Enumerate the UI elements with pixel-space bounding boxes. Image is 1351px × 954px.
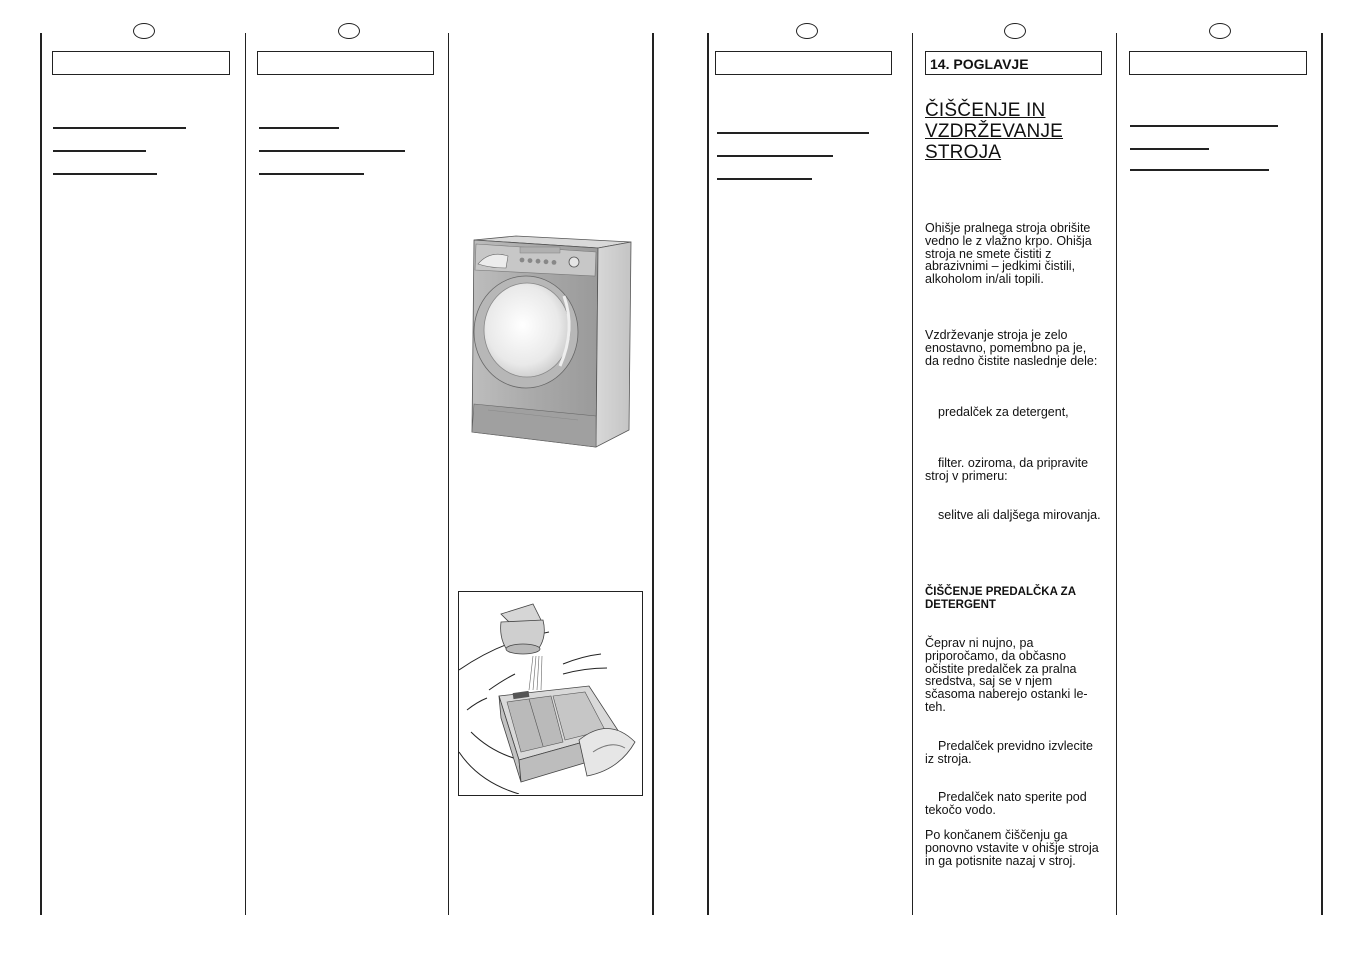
column-divider	[448, 33, 449, 915]
chapter-header-box	[715, 51, 892, 75]
column-divider	[1321, 33, 1323, 915]
paragraph-item-drawer	[925, 406, 1103, 419]
paragraph-remove-drawer	[925, 740, 1103, 766]
column-divider	[245, 33, 246, 915]
item-text: filter. oziroma, da pripravite stroj v primeru:	[925, 456, 1089, 483]
language-badge	[1209, 23, 1231, 39]
title-underline	[259, 173, 364, 175]
paragraph-reinsert-drawer: Po končanem čiščenju ga ponovno vstavite v ohišje stroja in ga potisnite nazaj v stroj.	[925, 828, 1099, 868]
column-divider	[912, 33, 913, 915]
paragraph-housing: Ohišje pralnega stroja obrišite vedno le z vlažno krpo. Ohišja stroja ne smete čistiti z abrazivnimi – jedkimi čistili, alkoholom in/ali topili.	[925, 221, 1092, 287]
chapter-header-box	[52, 51, 230, 75]
paragraph-drawer-cleaning: Čeprav ni nujno, pa priporočamo, da občasno očistite predalček za pralna sredstva, saj se v njem sčasoma naberejo ostanki le-teh.	[925, 636, 1088, 714]
chapter-header-box	[925, 51, 1102, 75]
section-subheading: ČIŠČENJE PREDALČKA ZA DETERGENT	[925, 586, 1076, 611]
column-divider	[40, 33, 42, 915]
chapter-header-box	[1129, 51, 1307, 75]
paragraph-item-filter	[925, 457, 1103, 483]
item-text: Predalček nato sperite pod tekočo vodo.	[925, 790, 1087, 817]
chapter-header-box	[257, 51, 434, 75]
title-underline	[259, 127, 339, 129]
title-underline	[717, 155, 833, 157]
title-underline	[1130, 169, 1269, 171]
paragraph-maintenance: Vzdrževanje stroja je zelo enostavno, pomembno pa je, da redno čistite naslednje dele:	[925, 328, 1098, 368]
item-text: predalček za detergent,	[938, 405, 1069, 419]
language-badge	[338, 23, 360, 39]
title-underline	[717, 178, 812, 180]
column-divider	[1116, 33, 1117, 915]
washing-machine-illustration	[468, 234, 634, 450]
language-badge	[796, 23, 818, 39]
detergent-drawer-under-tap-illustration	[459, 592, 641, 794]
title-underline	[53, 127, 186, 129]
title-underline	[53, 173, 157, 175]
column-divider	[707, 33, 709, 915]
language-badge	[133, 23, 155, 39]
item-text: selitve ali daljšega mirovanja.	[938, 508, 1101, 522]
chapter-label: 14. POGLAVJE	[930, 56, 1029, 72]
page-title: ČIŠČENJE IN VZDRŽEVANJE STROJA	[925, 100, 1064, 163]
title-underline	[1130, 125, 1278, 127]
dispenser-figure-frame	[458, 591, 643, 796]
column-divider	[652, 33, 654, 915]
item-text: Predalček previdno izvlecite iz stroja.	[925, 739, 1093, 766]
paragraph-rinse-drawer	[925, 791, 1103, 817]
language-badge	[1004, 23, 1026, 39]
title-underline	[717, 132, 869, 134]
title-underline	[1130, 148, 1209, 150]
paragraph-item-move	[925, 509, 1103, 522]
title-underline	[259, 150, 405, 152]
title-underline	[53, 150, 146, 152]
